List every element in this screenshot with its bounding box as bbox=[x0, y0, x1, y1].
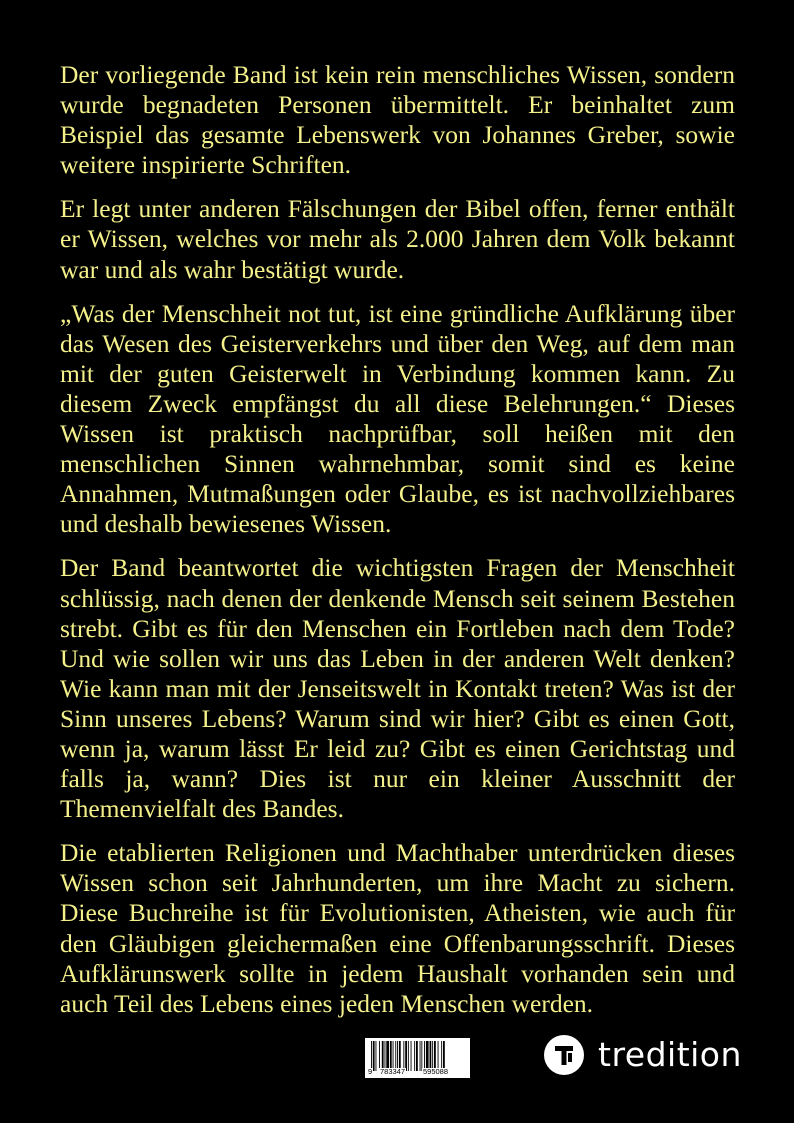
paragraph-questions: Der Band beantwortet die wichtigsten Fragen der Menschheit schlüssig, nach denen der denkende Mensch seit seinem Bestehen strebt. Gibt es für den Menschen ein Fortleben nach dem Tode? Und wie sollen wir uns das Leben in der anderen Welt denken? Wie kann man mit der Jenseitswelt in Kontakt treten? Was ist der Sinn unseres Lebens? Warum sind wir hier? Gibt es einen Gott, wenn ja, warum lässt Er leid zu? Gibt es einen Gerichtstag und falls ja, wann? Dies ist nur ein kleiner Ausschnitt der Themenvielfalt des Bandes. bbox=[60, 553, 735, 824]
paragraph-quote: „Was der Menschheit not tut, ist eine gründliche Aufklärung über das Wesen des Geisterverkehrs und über den Weg, auf dem man mit der guten Geisterwelt in Verbindung kommen kann. Zu diesem Zweck empfängst du all diese Belehrungen.“ Dieses Wissen ist praktisch nachprüfbar, soll heißen mit den menschlichen Sinnen wahrnehmbar, somit sind es keine Annahmen, Mutmaßungen oder Glaube, es ist nachvollziehbares und deshalb bewiesenes Wissen. bbox=[60, 298, 735, 539]
isbn-barcode bbox=[365, 1038, 470, 1078]
paragraph-religions: Die etablierten Religionen und Machthaber unterdrücken dieses Wissen schon seit Jahrhunderten, um ihre Macht zu sichern. Diese Buchreihe ist für Evolutionisten, Atheisten, wie auch für den Gläubigen gleichermaßen eine Offenbarungsschrift. Dieses Aufklärunswerk sollte in jedem Haushalt vorhanden sein und auch Teil des Lebens eines jeden Menschen werden. bbox=[60, 838, 735, 1018]
paragraph-bible: Er legt unter anderen Fälschungen der Bibel offen, ferner enthält er Wissen, welches vor mehr als 2.000 Jahren dem Volk bekannt war und als wahr bestätigt wurde. bbox=[60, 194, 735, 284]
barcode-bar bbox=[411, 1041, 412, 1071]
barcode-right-group: 595088 bbox=[423, 1067, 449, 1076]
barcode-bar bbox=[414, 1041, 415, 1071]
barcode-bar bbox=[405, 1041, 407, 1071]
barcode-bar bbox=[416, 1041, 418, 1071]
barcode-bar bbox=[420, 1041, 421, 1071]
back-cover-text bbox=[60, 60, 735, 1033]
barcode-bar bbox=[408, 1041, 409, 1071]
barcode-bar bbox=[373, 1041, 375, 1071]
barcode-left-group: 783347 bbox=[380, 1067, 406, 1076]
publisher-logo bbox=[544, 1034, 742, 1076]
publisher-name: tredition bbox=[598, 1035, 742, 1074]
barcode-first-digit: 9 bbox=[368, 1067, 373, 1076]
paragraph-intro: Der vorliegende Band ist kein rein menschliches Wissen, sondern wurde begnadeten Personen übermittelt. Er beinhaltet zum Beispiel das gesamte Lebenswerk von Johannes Greber, sowie weitere inspirierte Schriften. bbox=[60, 60, 735, 180]
tredition-logo-icon bbox=[544, 1035, 584, 1075]
barcode-bar bbox=[376, 1041, 377, 1071]
